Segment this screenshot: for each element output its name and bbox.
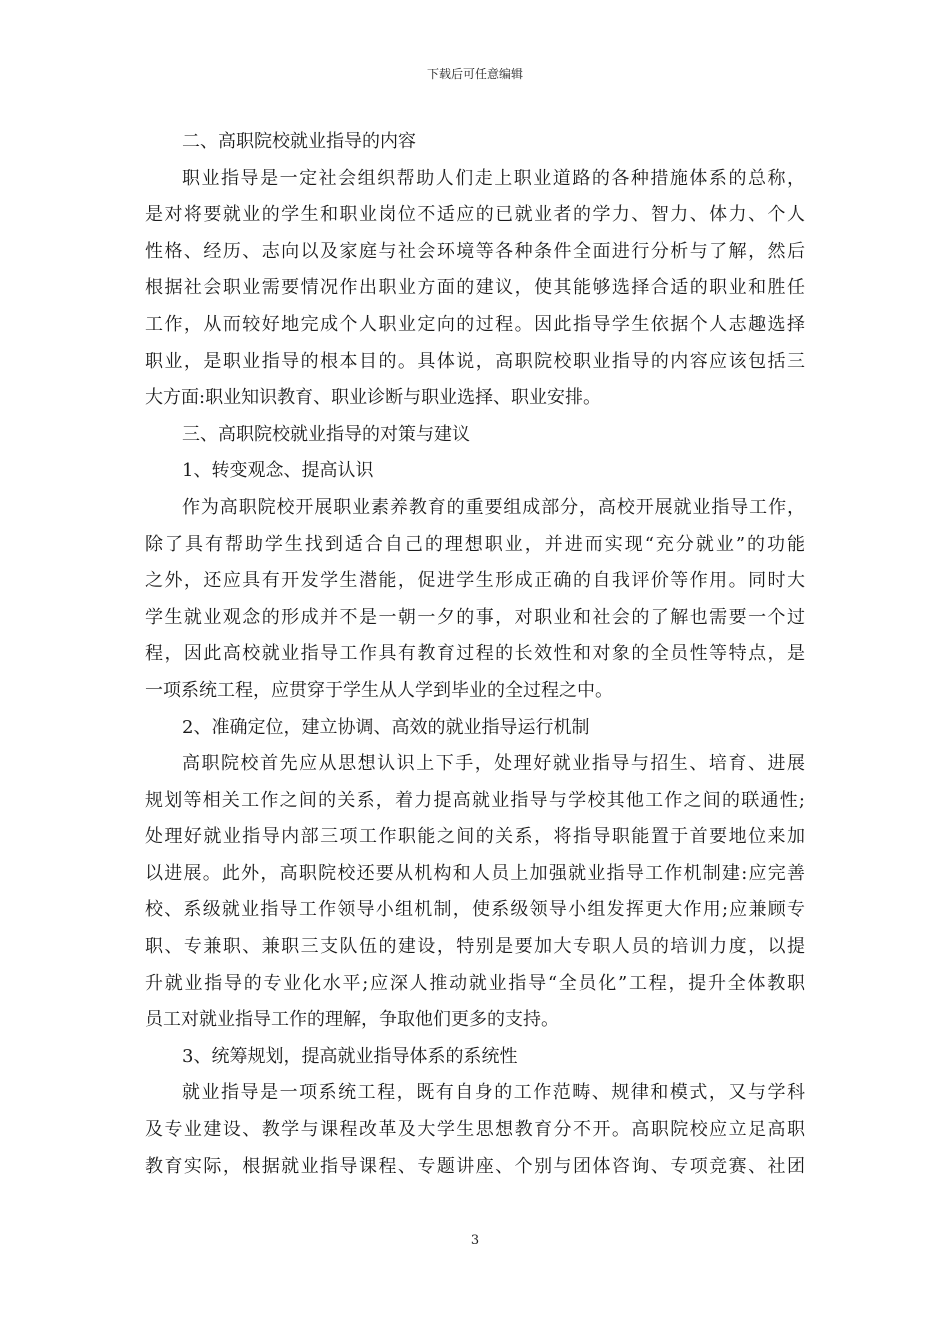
document-body (145, 124, 805, 1185)
subsection-heading: 2、准确定位，建立协调、高效的就业指导运行机制 (182, 716, 590, 738)
paragraph-line: 根据社会职业需要情况作出职业方面的建议，使其能够选择合适的职业和胜任 (145, 277, 805, 299)
paragraph-line: 升就业指导的专业化水平;应深人推动就业指导“全员化”工程，提升全体教职 (145, 972, 805, 994)
paragraph-line: 作为高职院校开展职业素养教育的重要组成部分，高校开展就业指导工作， (182, 496, 805, 518)
paragraph-line: 是对将要就业的学生和职业岗位不适应的已就业者的学力、智力、体力、个人 (145, 204, 805, 226)
paragraph-line: 除了具有帮助学生找到适合自己的理想职业，并进而实现“充分就业”的功能 (145, 533, 805, 555)
paragraph-line: 处理好就业指导内部三项工作职能之间的关系，将指导职能置于首要地位来加 (145, 826, 805, 848)
page-number: 3 (470, 1233, 480, 1248)
paragraph-line: 以进展。此外，高职院校还要从机构和人员上加强就业指导工作机制建:应完善 (145, 862, 805, 884)
paragraph-line: 工作，从而较好地完成个人职业定向的过程。因此指导学生依据个人志趣选择 (145, 313, 805, 335)
paragraph-line: 学生就业观念的形成并不是一朝一夕的事，对职业和社会的了解也需要一个过 (145, 606, 805, 628)
subsection-heading: 3、统筹规划，提高就业指导体系的系统性 (182, 1045, 518, 1067)
paragraph-line: 之外，还应具有开发学生潜能，促进学生形成正确的自我评价等作用。同时大 (145, 570, 805, 592)
subsection-heading: 1、转变观念、提高认识 (182, 460, 374, 482)
paragraph-line: 就业指导是一项系统工程，既有自身的工作范畴、规律和模式，又与学科 (182, 1082, 805, 1104)
section-heading: 二、高职院校就业指导的内容 (182, 131, 416, 152)
paragraph-line: 规划等相关工作之间的关系，着力提高就业指导与学校其他工作之间的联通性; (145, 789, 805, 811)
paragraph-line: 员工对就业指导工作的理解，争取他们更多的支持。 (145, 1009, 559, 1031)
paragraph-line: 职、专兼职、兼职三支队伍的建设，特别是要加大专职人员的培训力度，以提 (145, 936, 805, 958)
paragraph-line: 性格、经历、志向以及家庭与社会环境等各种条件全面进行分析与了解，然后 (145, 240, 805, 262)
paragraph-line: 高职院校首先应从思想认识上下手，处理好就业指导与招生、培育、进展 (182, 753, 805, 775)
paragraph-line: 教育实际，根据就业指导课程、专题讲座、个别与团体咨询、专项竞赛、社团 (145, 1155, 805, 1177)
page-header: 下载后可任意编辑 (426, 67, 523, 81)
paragraph-line: 大方面:职业知识教育、职业诊断与职业选择、职业安排。 (145, 387, 602, 409)
section-heading: 三、高职院校就业指导的对策与建议 (182, 423, 470, 445)
paragraph-line: 职业指导是一定社会组织帮助人们走上职业道路的各种措施体系的总称， (182, 167, 805, 189)
paragraph-line: 程，因此高校就业指导工作具有教育过程的长效性和对象的全员性等特点，是 (145, 643, 805, 665)
paragraph-line: 一项系统工程，应贯穿于学生从人学到毕业的全过程之中。 (145, 679, 613, 701)
paragraph-line: 校、系级就业指导工作领导小组机制，使系级领导小组发挥更大作用;应兼顾专 (145, 899, 805, 921)
paragraph-line: 及专业建设、教学与课程改革及大学生思想教育分不开。高职院校应立足高职 (145, 1119, 805, 1141)
paragraph-line: 职业，是职业指导的根本目的。具体说，高职院校职业指导的内容应该包括三 (145, 350, 805, 372)
